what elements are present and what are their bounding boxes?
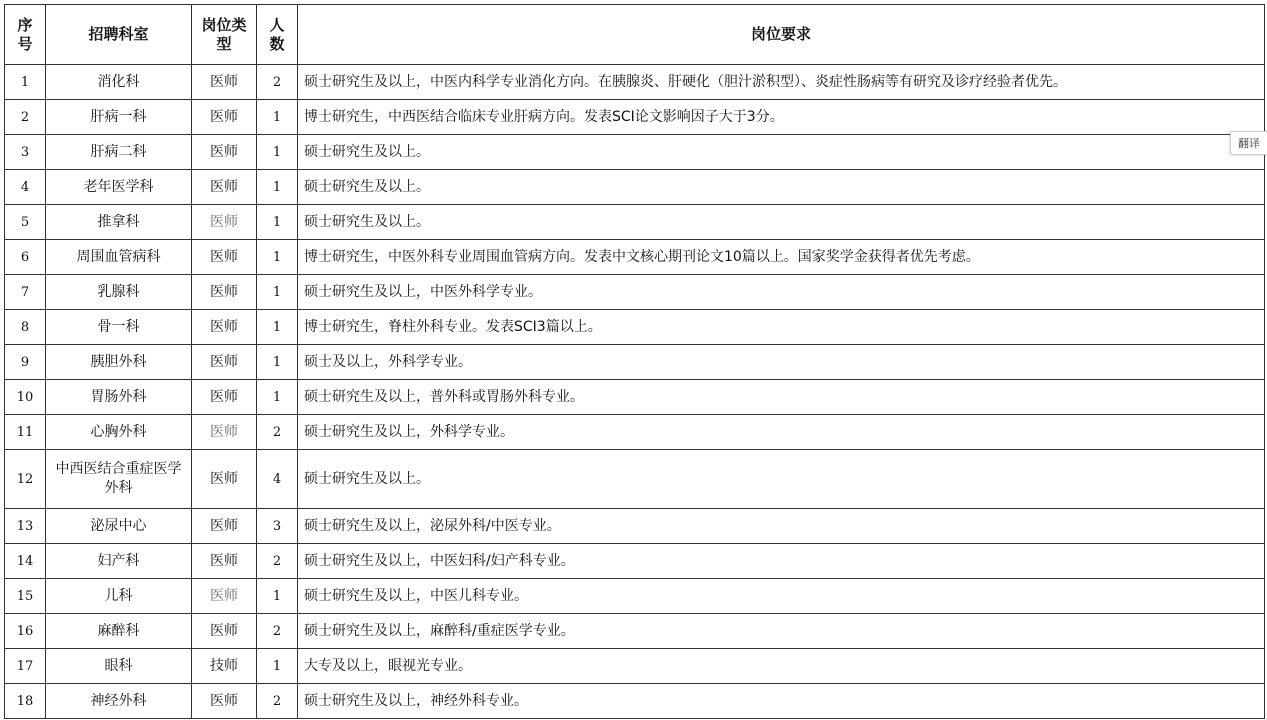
row-requirement: 硕士研究生及以上。 <box>298 205 1265 240</box>
header-no: 序号 <box>5 5 46 65</box>
row-requirement: 硕士研究生及以上，中医儿科专业。 <box>298 579 1265 614</box>
row-type: 医师 <box>192 310 257 345</box>
table-row <box>5 170 1265 205</box>
row-dept: 乳腺科 <box>46 275 192 310</box>
table-row <box>5 649 1265 684</box>
row-count: 1 <box>257 240 298 275</box>
header-type: 岗位类型 <box>192 5 257 65</box>
row-type: 医师 <box>192 345 257 380</box>
row-dept: 妇产科 <box>46 544 192 579</box>
row-no: 8 <box>5 310 46 345</box>
row-count: 2 <box>257 544 298 579</box>
row-type: 医师 <box>192 415 257 450</box>
table-row <box>5 275 1265 310</box>
row-no: 13 <box>5 509 46 544</box>
table-row <box>5 100 1265 135</box>
row-dept: 神经外科 <box>46 684 192 719</box>
table-row <box>5 614 1265 649</box>
table-row <box>5 415 1265 450</box>
row-no: 15 <box>5 579 46 614</box>
table-row <box>5 205 1265 240</box>
row-dept: 老年医学科 <box>46 170 192 205</box>
table-row <box>5 380 1265 415</box>
row-no: 4 <box>5 170 46 205</box>
row-count: 2 <box>257 614 298 649</box>
row-count: 1 <box>257 275 298 310</box>
row-requirement: 大专及以上，眼视光专业。 <box>298 649 1265 684</box>
row-count: 1 <box>257 380 298 415</box>
row-dept: 泌尿中心 <box>46 509 192 544</box>
row-count: 1 <box>257 100 298 135</box>
row-dept: 肝病二科 <box>46 135 192 170</box>
row-requirement: 硕士研究生及以上，外科学专业。 <box>298 415 1265 450</box>
header-requirement: 岗位要求 <box>298 5 1265 65</box>
row-count: 1 <box>257 135 298 170</box>
table-row <box>5 310 1265 345</box>
row-dept: 胰胆外科 <box>46 345 192 380</box>
table-header-row <box>5 5 1265 65</box>
row-dept: 骨一科 <box>46 310 192 345</box>
row-no: 2 <box>5 100 46 135</box>
row-requirement: 硕士研究生及以上，中医外科学专业。 <box>298 275 1265 310</box>
row-requirement: 博士研究生，中西医结合临床专业肝病方向。发表SCI论文影响因子大于3分。 <box>298 100 1265 135</box>
table-row <box>5 509 1265 544</box>
row-no: 18 <box>5 684 46 719</box>
row-no: 16 <box>5 614 46 649</box>
row-dept: 儿科 <box>46 579 192 614</box>
row-type: 医师 <box>192 544 257 579</box>
header-dept: 招聘科室 <box>46 5 192 65</box>
translate-button[interactable]: 翻译 <box>1230 131 1267 155</box>
recruitment-table <box>4 4 1265 719</box>
row-requirement: 硕士研究生及以上，中医妇科/妇产科专业。 <box>298 544 1265 579</box>
row-requirement: 硕士研究生及以上。 <box>298 135 1265 170</box>
row-type: 医师 <box>192 170 257 205</box>
row-no: 10 <box>5 380 46 415</box>
row-count: 1 <box>257 579 298 614</box>
row-no: 17 <box>5 649 46 684</box>
row-requirement: 硕士研究生及以上。 <box>298 170 1265 205</box>
row-dept: 眼科 <box>46 649 192 684</box>
row-type: 医师 <box>192 100 257 135</box>
row-no: 11 <box>5 415 46 450</box>
row-type: 医师 <box>192 614 257 649</box>
row-requirement: 硕士及以上，外科学专业。 <box>298 345 1265 380</box>
row-requirement: 硕士研究生及以上，神经外科专业。 <box>298 684 1265 719</box>
row-dept: 周围血管病科 <box>46 240 192 275</box>
row-type: 医师 <box>192 684 257 719</box>
table-row <box>5 544 1265 579</box>
row-requirement: 硕士研究生及以上，普外科或胃肠外科专业。 <box>298 380 1265 415</box>
row-count: 2 <box>257 65 298 100</box>
row-type: 技师 <box>192 649 257 684</box>
row-no: 5 <box>5 205 46 240</box>
table-row <box>5 65 1265 100</box>
row-count: 3 <box>257 509 298 544</box>
row-type: 医师 <box>192 240 257 275</box>
row-count: 1 <box>257 205 298 240</box>
row-requirement: 硕士研究生及以上，麻醉科/重症医学专业。 <box>298 614 1265 649</box>
row-dept: 消化科 <box>46 65 192 100</box>
row-count: 1 <box>257 649 298 684</box>
row-count: 2 <box>257 415 298 450</box>
row-dept: 心胸外科 <box>46 415 192 450</box>
row-dept: 推拿科 <box>46 205 192 240</box>
row-requirement: 博士研究生，脊柱外科专业。发表SCI3篇以上。 <box>298 310 1265 345</box>
row-no: 14 <box>5 544 46 579</box>
table-row <box>5 579 1265 614</box>
row-count: 4 <box>257 450 298 509</box>
row-count: 1 <box>257 170 298 205</box>
row-type: 医师 <box>192 579 257 614</box>
header-count: 人数 <box>257 5 298 65</box>
row-type: 医师 <box>192 205 257 240</box>
row-type: 医师 <box>192 275 257 310</box>
row-count: 2 <box>257 684 298 719</box>
row-type: 医师 <box>192 380 257 415</box>
row-dept: 麻醉科 <box>46 614 192 649</box>
row-requirement: 硕士研究生及以上，泌尿外科/中医专业。 <box>298 509 1265 544</box>
row-requirement: 博士研究生，中医外科专业周围血管病方向。发表中文核心期刊论文10篇以上。国家奖学金获得者优先考虑。 <box>298 240 1265 275</box>
row-no: 3 <box>5 135 46 170</box>
row-count: 1 <box>257 310 298 345</box>
table-row <box>5 240 1265 275</box>
row-count: 1 <box>257 345 298 380</box>
row-type: 医师 <box>192 509 257 544</box>
table-row <box>5 450 1265 509</box>
row-type: 医师 <box>192 135 257 170</box>
row-dept: 胃肠外科 <box>46 380 192 415</box>
row-dept: 中西医结合重症医学外科 <box>46 450 192 509</box>
row-no: 9 <box>5 345 46 380</box>
table-row <box>5 135 1265 170</box>
row-requirement: 硕士研究生及以上，中医内科学专业消化方向。在胰腺炎、肝硬化（胆汁淤积型）、炎症性肠病等有研究及诊疗经验者优先。 <box>298 65 1265 100</box>
table-row <box>5 684 1265 719</box>
row-dept: 肝病一科 <box>46 100 192 135</box>
row-type: 医师 <box>192 65 257 100</box>
table-row <box>5 345 1265 380</box>
row-no: 7 <box>5 275 46 310</box>
row-type: 医师 <box>192 450 257 509</box>
row-no: 6 <box>5 240 46 275</box>
row-no: 1 <box>5 65 46 100</box>
row-requirement: 硕士研究生及以上。 <box>298 450 1265 509</box>
row-no: 12 <box>5 450 46 509</box>
